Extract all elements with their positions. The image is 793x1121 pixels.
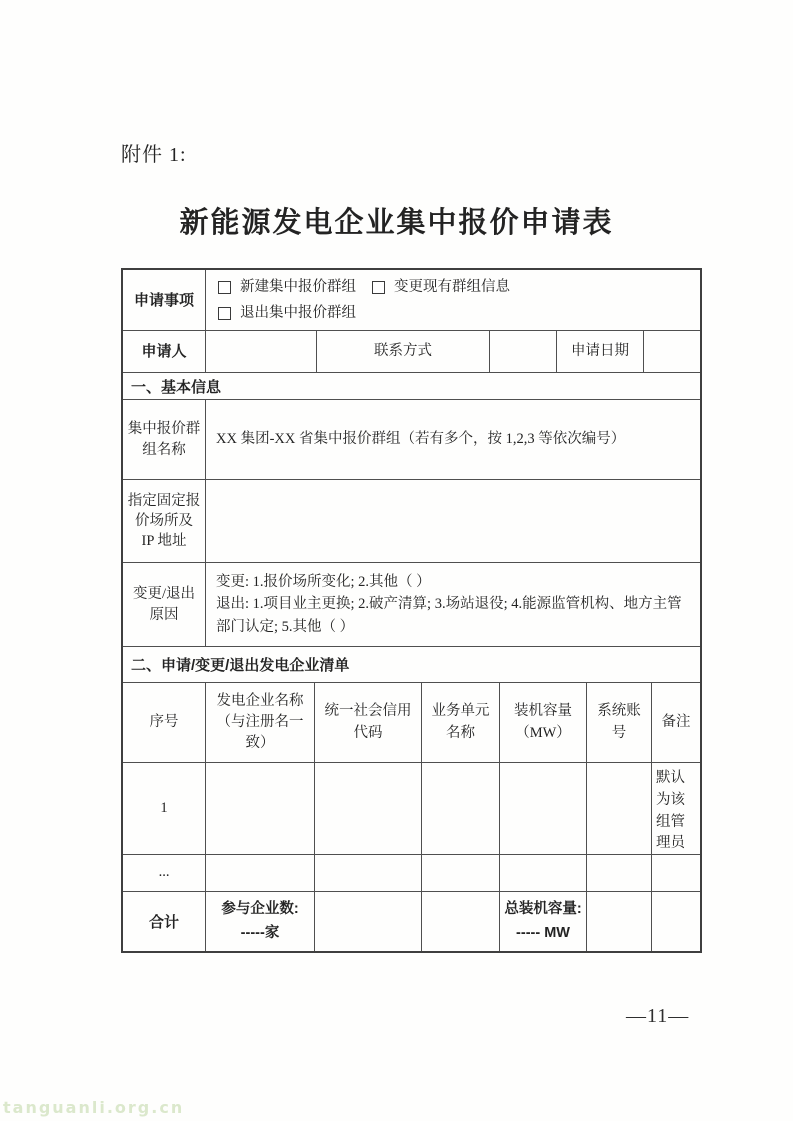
capacity-value: ----- MW	[516, 924, 570, 941]
cell-seq: 1	[160, 799, 168, 816]
change-reason-line: 变更: 1.报价场所变化; 2.其他（ ）	[216, 573, 431, 590]
option-label: 退出集中报价群组	[240, 305, 356, 321]
change-reason-row	[123, 562, 700, 646]
watermark-text: tanguanli.org.cn	[3, 1098, 185, 1117]
date-label: 申请日期	[556, 331, 643, 372]
section1-header-row	[123, 372, 700, 399]
options-line-1	[218, 274, 688, 300]
section1-title: 一、基本信息	[131, 378, 222, 396]
checkbox-icon	[218, 307, 231, 320]
total-blank-cell	[421, 892, 499, 951]
cell-code	[314, 763, 421, 854]
contact-label: 联系方式	[316, 331, 489, 372]
applicant-value-cell	[205, 331, 316, 372]
checkbox-icon	[372, 281, 385, 294]
cell-account	[586, 763, 651, 854]
application-form-table	[121, 268, 702, 953]
col-header-remark: 备注	[651, 683, 700, 762]
option-change-group	[372, 274, 510, 300]
cell-capacity	[499, 855, 586, 891]
cell-name	[205, 763, 314, 854]
total-participants-cell	[205, 892, 314, 951]
options-line-2	[218, 300, 688, 326]
enterprise-table-header-row	[123, 682, 700, 762]
contact-value-cell	[489, 331, 556, 372]
checkbox-icon	[218, 281, 231, 294]
table-row	[123, 854, 700, 891]
applicant-row	[123, 330, 700, 372]
option-label: 新建集中报价群组	[240, 279, 356, 295]
option-exit-group	[218, 300, 356, 326]
col-header-capacity: 装机容量（MW）	[499, 683, 586, 762]
attachment-label: 附件 1:	[121, 144, 187, 166]
page-number: —11—	[626, 1005, 690, 1027]
applicant-label: 申请人	[141, 343, 187, 360]
section2-title: 二、申请/变更/退出发电企业清单	[131, 657, 350, 674]
group-name-label: 集中报价群组名称	[127, 421, 201, 458]
total-blank-cell	[314, 892, 421, 951]
col-header-name: 发电企业名称（与注册名一致）	[205, 683, 314, 762]
table-row	[123, 762, 700, 854]
change-reason-value	[205, 563, 700, 646]
total-blank-cell	[651, 892, 700, 951]
application-items-label: 申请事项	[133, 291, 194, 309]
total-capacity-cell	[499, 892, 586, 951]
total-blank-cell	[586, 892, 651, 951]
group-name-row	[123, 399, 700, 479]
cell-account	[586, 855, 651, 891]
cell-name	[205, 855, 314, 891]
participants-label: 参与企业数:	[221, 901, 299, 918]
participants-value: -----家	[240, 924, 280, 941]
cell-unit	[421, 763, 499, 854]
section2-header-row	[123, 646, 700, 682]
col-header-seq: 序号	[149, 713, 179, 730]
col-header-code: 统一社会信用代码	[314, 683, 421, 762]
cell-unit	[421, 855, 499, 891]
total-label: 合计	[148, 914, 179, 931]
cell-seq: ...	[158, 864, 170, 881]
cell-remark	[651, 855, 700, 891]
col-header-unit: 业务单元名称	[421, 683, 499, 762]
page-title: 新能源发电企业集中报价申请表	[179, 207, 614, 239]
fixed-place-value	[205, 480, 700, 562]
group-name-value: XX 集团-XX 省集中报价群组（若有多个，按 1,2,3 等依次编号）	[205, 400, 700, 479]
application-items-row	[123, 270, 700, 330]
total-row	[123, 891, 700, 951]
application-items-options	[205, 270, 700, 330]
change-reason-label: 变更/退出原因	[132, 586, 196, 623]
date-value-cell	[643, 331, 700, 372]
cell-capacity	[499, 763, 586, 854]
cell-code	[314, 855, 421, 891]
col-header-account: 系统账号	[586, 683, 651, 762]
capacity-label: 总装机容量:	[504, 901, 582, 918]
option-label: 变更现有群组信息	[394, 279, 510, 295]
fixed-place-label: 指定固定报价场所及 IP 地址	[127, 492, 201, 550]
cell-remark: 默认为该组管理员	[651, 763, 700, 854]
fixed-place-row	[123, 479, 700, 562]
exit-reason-line: 退出: 1.项目业主更换; 2.破产清算; 3.场站退役; 4.能源监管机构、地方主管部门认定; 5.其他（ ）	[216, 596, 682, 635]
option-new-group	[218, 274, 356, 300]
